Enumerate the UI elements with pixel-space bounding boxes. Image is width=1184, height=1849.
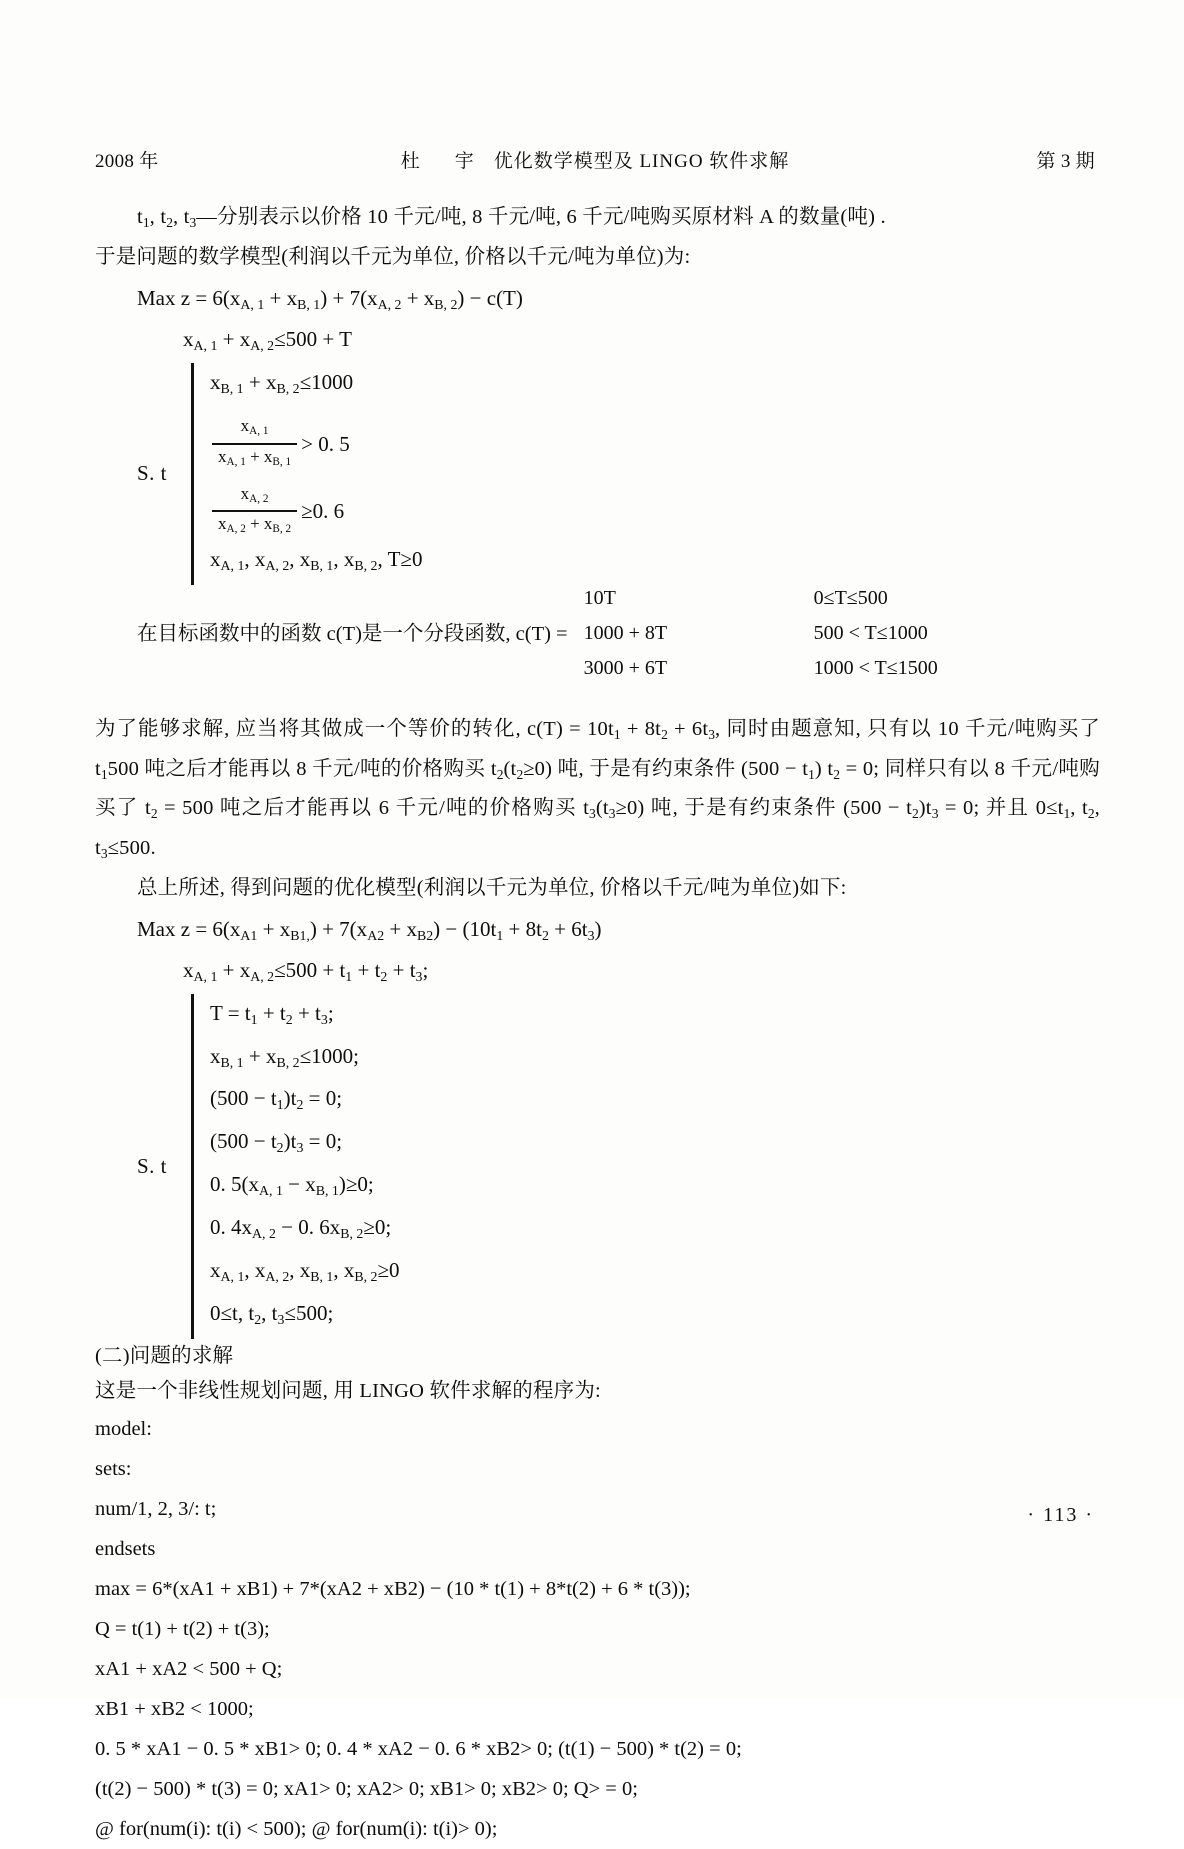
fraction-numerator: $x_{A, 1}$ bbox=[240, 416, 269, 438]
piecewise-case-row bbox=[584, 651, 1114, 686]
math-model-2 bbox=[95, 912, 1100, 1339]
running-head bbox=[95, 146, 1095, 173]
math-model-1 bbox=[95, 281, 1100, 686]
relation-gt-0-5: > 0. 5 bbox=[301, 432, 350, 457]
model-2-constraint-1: $T = t_1 + t_2 + t_3$; bbox=[210, 1000, 334, 1027]
model-2-constraint-7: $x_{A, 1}$, $x_{A, 2}$, $x_{B, 1}$, $x_{B, 2}\ge 0$ bbox=[210, 1257, 400, 1284]
model-1-constraint-3 bbox=[210, 475, 422, 540]
piecewise-expression: 10T bbox=[583, 586, 616, 609]
lingo-code-line: 0. 5 * xA1 − 0. 5 * xB1> 0; 0. 4 * xA2 − 0. 6 * xB2> 0; (t(1) − 500) * t(2) = 0; bbox=[95, 1737, 742, 1760]
explanation-paragraph: 为了能够求解, 应当将其做成一个等价的转化, $c(T) = 10t_1 + 8t_2 + 6t_3$, 同时由题意知, 只有以 10 千元/吨购买了 $t_1500$ 吨之后才能再以 8 千元/吨的价格购买 $t_2(t_2\ge 0)$ 吨, 于是有约束条件 $(500 - t_1)$ $t_2 = 0$; 同样只有以 8 千元/吨购买了 $t_2 = 500$ 吨之后才能再以 6 千元/吨的价格购买 $t_3(t_3\ge 0)$ 吨, 于是有约束条件 $(500 - t_2)t_3 = 0$; 并且 $0\le t_1$, $t_2$, $t_3\le 500$. bbox=[95, 717, 1101, 861]
fraction-denominator: $x_{A, 2} + x_{B, 2}$ bbox=[212, 510, 297, 540]
relation-ge-0-6: ≥0. 6 bbox=[301, 499, 345, 524]
piecewise-condition: 1000 < T≤1500 bbox=[813, 656, 938, 679]
running-head-year: 2008 年 bbox=[95, 151, 159, 172]
lingo-code-line: xB1 + xB2 < 1000; bbox=[95, 1697, 254, 1720]
piecewise-condition: 0≤T≤500 bbox=[813, 586, 888, 609]
lingo-code-line: (t(2) − 500) * t(3) = 0; xA1> 0; xA2> 0; xB1> 0; xB2> 0; Q> = 0; bbox=[95, 1777, 638, 1800]
running-head-author: 杜 宇 bbox=[400, 151, 482, 172]
lingo-code-line: endsets bbox=[95, 1537, 156, 1560]
document-body bbox=[95, 200, 1100, 1849]
lingo-code-line: xA1 + xA2 < 500 + Q; bbox=[95, 1657, 283, 1680]
model-2-constraint-0: $x_{A, 1} + x_{A, 2}\le 500 + t_1 + t_2 + t_3$; bbox=[183, 957, 429, 984]
lingo-code-block bbox=[95, 1409, 1100, 1849]
section-lead: 这是一个非线性规划问题, 用 LINGO 软件求解的程序为: bbox=[95, 1379, 601, 1402]
fraction-numerator: $x_{A, 2}$ bbox=[240, 483, 269, 505]
page-footer bbox=[0, 1504, 1184, 1527]
lingo-code-line: sets: bbox=[95, 1457, 132, 1480]
model-2-constraint-list bbox=[210, 994, 400, 1339]
model-1-st-label: S. t bbox=[137, 461, 168, 486]
fraction-xa2 bbox=[212, 484, 297, 540]
model-2-constraint-5: 0. $5(x_{A, 1} - x_{B, 1})\ge 0$; bbox=[210, 1172, 374, 1199]
model-2-constraint-2: $x_{B, 1} + x_{B, 2}\le 1000$; bbox=[210, 1043, 359, 1070]
piecewise-condition: 500 < T≤1000 bbox=[813, 621, 928, 644]
model-2-constraint-6: 0. $4x_{A, 2} - 0$. $6x_{B, 2}\ge 0$; bbox=[210, 1215, 392, 1241]
lingo-code-line: @ for(num(i): t(i) < 500); @ for(num(i): t(i)> 0); bbox=[95, 1817, 498, 1840]
lingo-code-line: Q = t(1) + t(2) + t(3); bbox=[95, 1617, 270, 1640]
model-1-constraint-0: $x_{A, 1} + x_{A, 2}\le 500 + T$ bbox=[183, 326, 352, 353]
model-1-subject-to bbox=[137, 363, 1100, 585]
running-head-title bbox=[295, 146, 895, 173]
page-number: · 113 · bbox=[1027, 1504, 1094, 1526]
piecewise-lead: 在目标函数中的函数 c(T)是一个分段函数, c(T) = bbox=[137, 622, 568, 645]
piecewise-case-list bbox=[584, 581, 1114, 686]
fraction-xa1 bbox=[212, 416, 297, 472]
fraction-denominator: $x_{A, 1} + x_{B, 1}$ bbox=[212, 443, 297, 473]
model-2-objective: Max $z = 6(x_{A1} + x_{B1,}) + 7(x_{A2} + x_{B2}) - (10t_1 + 8t_2 + 6t_3)$ bbox=[137, 916, 602, 943]
model-1-constraint-2 bbox=[210, 407, 422, 472]
piecewise-expression: 1000 + 8T bbox=[583, 621, 668, 644]
piecewise-case-row bbox=[584, 616, 1114, 651]
model-2-brace bbox=[191, 994, 194, 1339]
summary-paragraph: 总上所述, 得到问题的优化模型(利润以千元为单位, 价格以千元/吨为单位)如下: bbox=[137, 876, 847, 899]
model-2-constraint-8: 0≤t, $t_2$, $t_3\le 500$; bbox=[210, 1300, 334, 1327]
model-2-constraint-4: $(500 - t_2)t_3 = 0$; bbox=[210, 1129, 343, 1156]
lingo-code-line: num/1, 2, 3/: t; bbox=[95, 1497, 217, 1520]
model-1-objective: Max $z = 6(x_{A, 1} + x_{B, 1}) + 7(x_{A, 2} + x_{B, 2}) - c(T)$ bbox=[137, 285, 523, 312]
model-2-constraint-3: $(500 - t_1)t_2 = 0$; bbox=[210, 1086, 343, 1113]
model-1-constraint-4: $x_{A, 1}$, $x_{A, 2}$, $x_{B, 1}$, $x_{B, 2}$, T≥0 bbox=[210, 546, 423, 573]
lingo-code-line: max = 6*(xA1 + xB1) + 7*(xA2 + xB2) − (10 * t(1) + 8*t(2) + 6 * t(3)); bbox=[95, 1577, 691, 1600]
running-head-article-title: 优化数学模型及 LINGO 软件求解 bbox=[493, 151, 790, 172]
piecewise-expression: 3000 + 6T bbox=[583, 656, 668, 679]
model-1-constraint-1: $x_{B, 1} + x_{B, 2}\le 1000$ bbox=[210, 369, 354, 396]
piecewise-case-row bbox=[584, 581, 1114, 616]
model-1-brace bbox=[191, 363, 194, 585]
model-2-st-label: S. t bbox=[137, 1153, 168, 1178]
intro-line-2: 于是问题的数学模型(利润以千元为单位, 价格以千元/吨为单位)为: bbox=[95, 245, 691, 268]
intro-line-1: $t_1$, $t_2$, $t_3—$分别表示以价格 10 千元/吨, 8 千元/吨, 6 千元/吨购买原材料 A 的数量(吨) . bbox=[137, 206, 886, 230]
running-head-issue: 第 3 期 bbox=[1036, 151, 1095, 172]
section-heading: (二)问题的求解 bbox=[95, 1344, 234, 1367]
model-1-constraint-list bbox=[210, 363, 422, 585]
piecewise-function bbox=[137, 581, 1100, 686]
lingo-code-line: model: bbox=[95, 1417, 152, 1440]
model-2-subject-to bbox=[137, 994, 1100, 1339]
